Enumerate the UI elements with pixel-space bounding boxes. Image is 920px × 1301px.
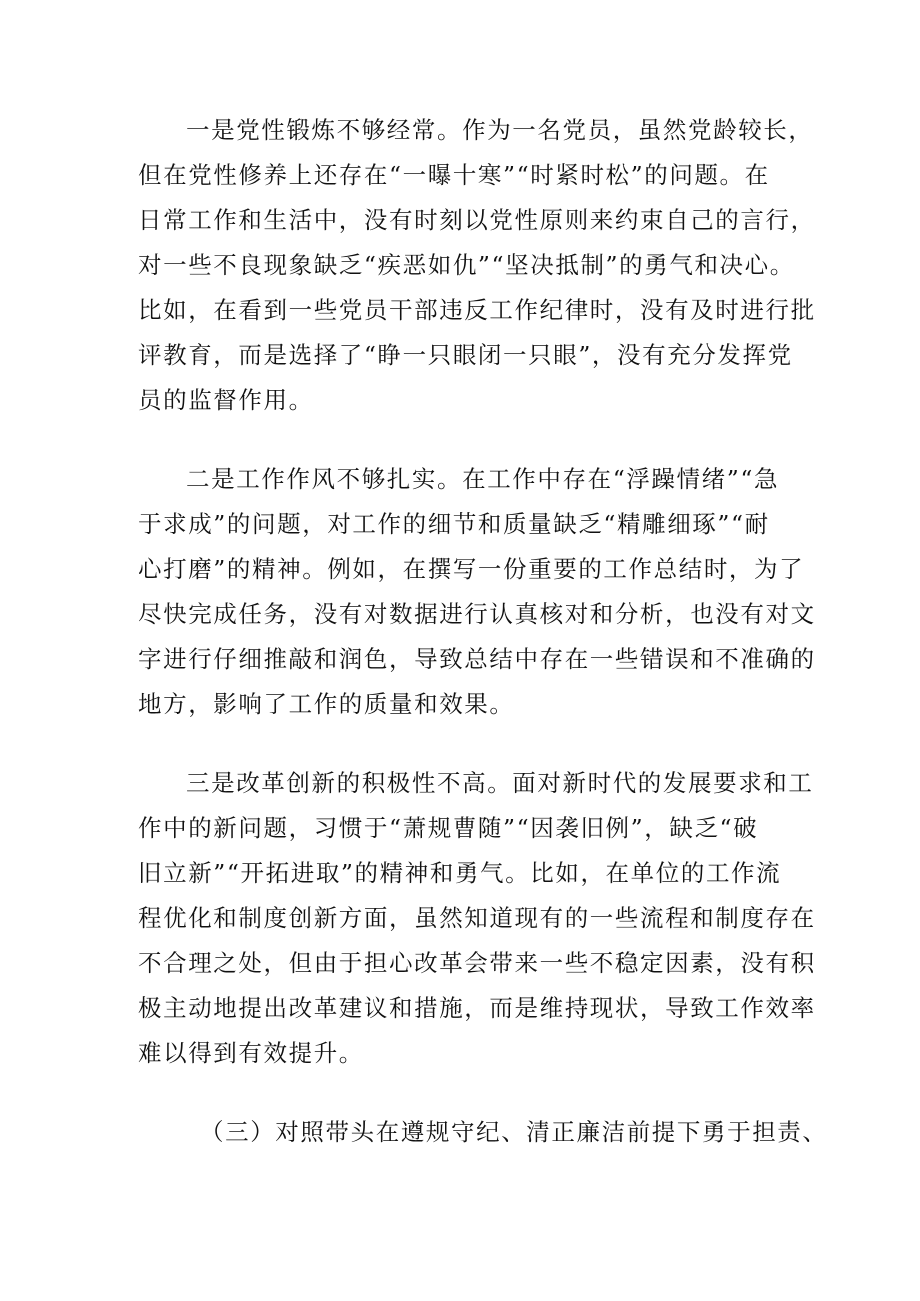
paragraph-line: 尽快完成任务，没有对数据进行认真核对和分析，也没有对文 — [138, 600, 816, 628]
section-heading: （三）对照带头在遵规守纪、清正廉洁前提下勇于担责、 — [200, 1118, 828, 1146]
paragraph-line: 极主动地提出改革建议和措施，而是维持现状，导致工作效率 — [138, 994, 816, 1022]
paragraph-line: 于求成”的问题，对工作的细节和质量缺乏“精雕细琢”“耐 — [138, 510, 770, 538]
paragraph-line: 对一些不良现象缺乏“疾恶如仇”“坚决抵制”的勇气和决心。 — [138, 251, 795, 279]
paragraph-line: 作中的新问题，习惯于“萧规曹随”“因袭旧例”，缺乏“破 — [138, 814, 759, 842]
paragraph-gap — [138, 727, 794, 761]
paragraph-reform-innovation — [138, 761, 816, 1076]
paragraph-line: 一是党性锻炼不够经常。作为一名党员，虽然党龄较长， — [186, 116, 814, 144]
document-body — [138, 108, 828, 1155]
paragraph-line: 二是工作作风不够扎实。在工作中存在“浮躁情绪”“急 — [186, 465, 780, 493]
paragraph-gap — [138, 1076, 794, 1110]
paragraph-line: 比如，在看到一些党员干部违反工作纪律时，没有及时进行批 — [138, 296, 816, 324]
paragraph-line: 但在党性修养上还存在“一曝十寒”“时紧时松”的问题。在 — [138, 161, 770, 189]
paragraph-line: 难以得到有效提升。 — [138, 1039, 364, 1067]
paragraph-gap — [138, 423, 794, 457]
paragraph-line: 三是改革创新的积极性不高。面对新时代的发展要求和工 — [186, 769, 814, 797]
paragraph-line: 字进行仔细推敲和润色，导致总结中存在一些错误和不准确的 — [138, 645, 816, 673]
paragraph-line: 不合理之处，但由于担心改革会带来一些不稳定因素，没有积 — [138, 949, 816, 977]
paragraph-line: 程优化和制度创新方面，虽然知道现有的一些流程和制度存在 — [138, 904, 816, 932]
paragraph-line: 日常工作和生活中，没有时刻以党性原则来约束自己的言行， — [138, 206, 816, 234]
paragraph-line: 地方，影响了工作的质量和效果。 — [138, 690, 515, 718]
paragraph-line: 旧立新”“开拓进取”的精神和勇气。比如，在单位的工作流 — [138, 859, 782, 887]
paragraph-line: 心打磨”的精神。例如，在撰写一份重要的工作总结时，为了 — [138, 555, 805, 583]
paragraph-party-spirit — [138, 108, 816, 423]
paragraph-line: 评教育，而是选择了“睁一只眼闭一只眼”，没有充分发挥党 — [138, 341, 793, 369]
paragraph-line: 员的监督作用。 — [138, 386, 314, 414]
paragraph-work-style — [138, 457, 816, 727]
